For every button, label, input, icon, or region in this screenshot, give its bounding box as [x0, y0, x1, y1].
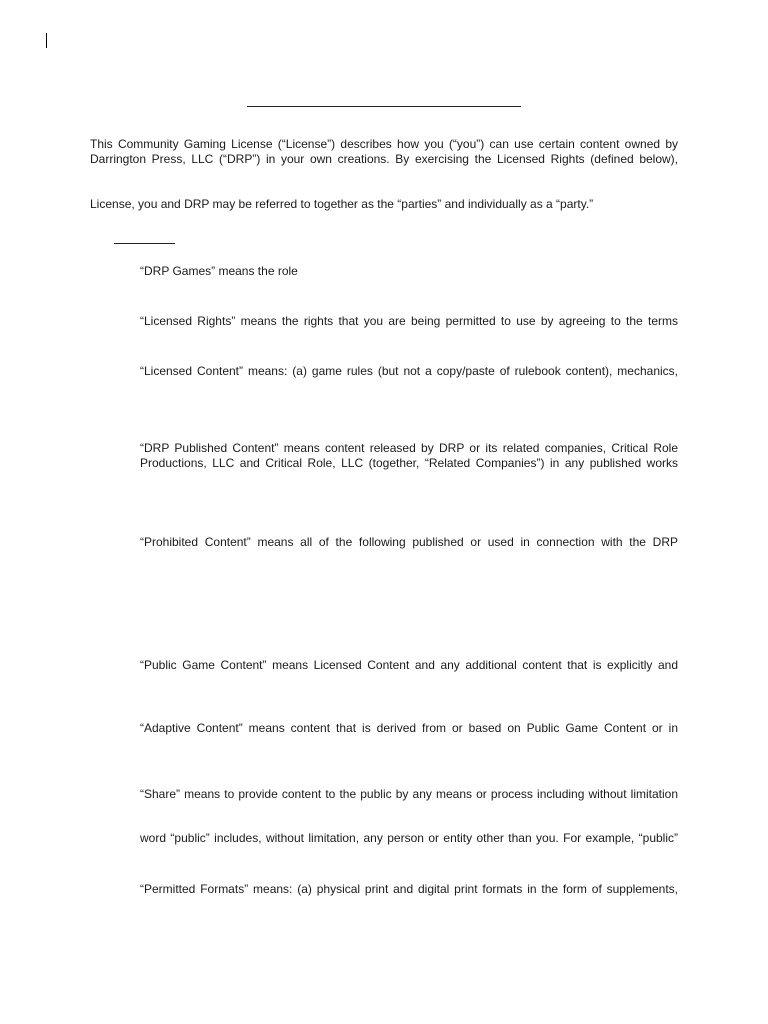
- definition-text: “Licensed Rights” means the rights that you are being permitted to use by agreeing to the terms: [140, 314, 678, 328]
- definition-text: “DRP Published Content” means content released by DRP or its related companies, Critical Role: [140, 441, 678, 455]
- definition-share-continued: [140, 831, 678, 846]
- definition-text: “Prohibited Content” means all of the following published or used in connection with the DRP: [140, 535, 678, 549]
- definition-drp-published-content: [140, 441, 678, 471]
- intro-line-2: Darrington Press, LLC (“DRP”) in your own creations. By exercising the Licensed Rights (defined below),: [90, 152, 678, 166]
- definition-text-line-2: Productions, LLC and Critical Role, LLC (together, “Related Companies”) in any published works: [140, 456, 678, 470]
- definition-text: “Adaptive Content” means content that is derived from or based on Public Game Content or in: [140, 721, 678, 735]
- definition-text: “Licensed Content” means: (a) game rules (but not a copy/paste of rulebook content), mechanics,: [140, 364, 678, 378]
- definition-share: [140, 787, 678, 802]
- title-underline: [247, 106, 521, 107]
- definition-permitted-formats: [140, 882, 678, 897]
- definition-prohibited-content: [140, 535, 678, 550]
- definition-public-game-content: [140, 658, 678, 673]
- definition-text: “Share” means to provide content to the public by any means or process including without limitation: [140, 787, 678, 801]
- definition-text: “DRP Games” means the role: [140, 264, 298, 278]
- text-cursor: [46, 33, 47, 48]
- definition-text: “Permitted Formats” means: (a) physical print and digital print formats in the form of supplements,: [140, 882, 678, 896]
- definition-text: word “public” includes, without limitation, any person or entity other than you. For example, “public”: [140, 831, 678, 845]
- definition-adaptive-content: [140, 721, 678, 736]
- definition-licensed-rights: [140, 314, 678, 329]
- section-heading-underline: [114, 243, 175, 244]
- intro-paragraph-end: [90, 197, 678, 212]
- definition-drp-games: [140, 264, 678, 279]
- definition-licensed-content: [140, 364, 678, 379]
- intro-line-3: License, you and DRP may be referred to together as the “parties” and individually as a “party.”: [90, 197, 594, 211]
- intro-paragraph: [90, 137, 678, 167]
- intro-line-1: This Community Gaming License (“License”) describes how you (“you”) can use certain content owned by: [90, 137, 678, 151]
- definition-text: “Public Game Content” means Licensed Content and any additional content that is explicitly and: [140, 658, 678, 672]
